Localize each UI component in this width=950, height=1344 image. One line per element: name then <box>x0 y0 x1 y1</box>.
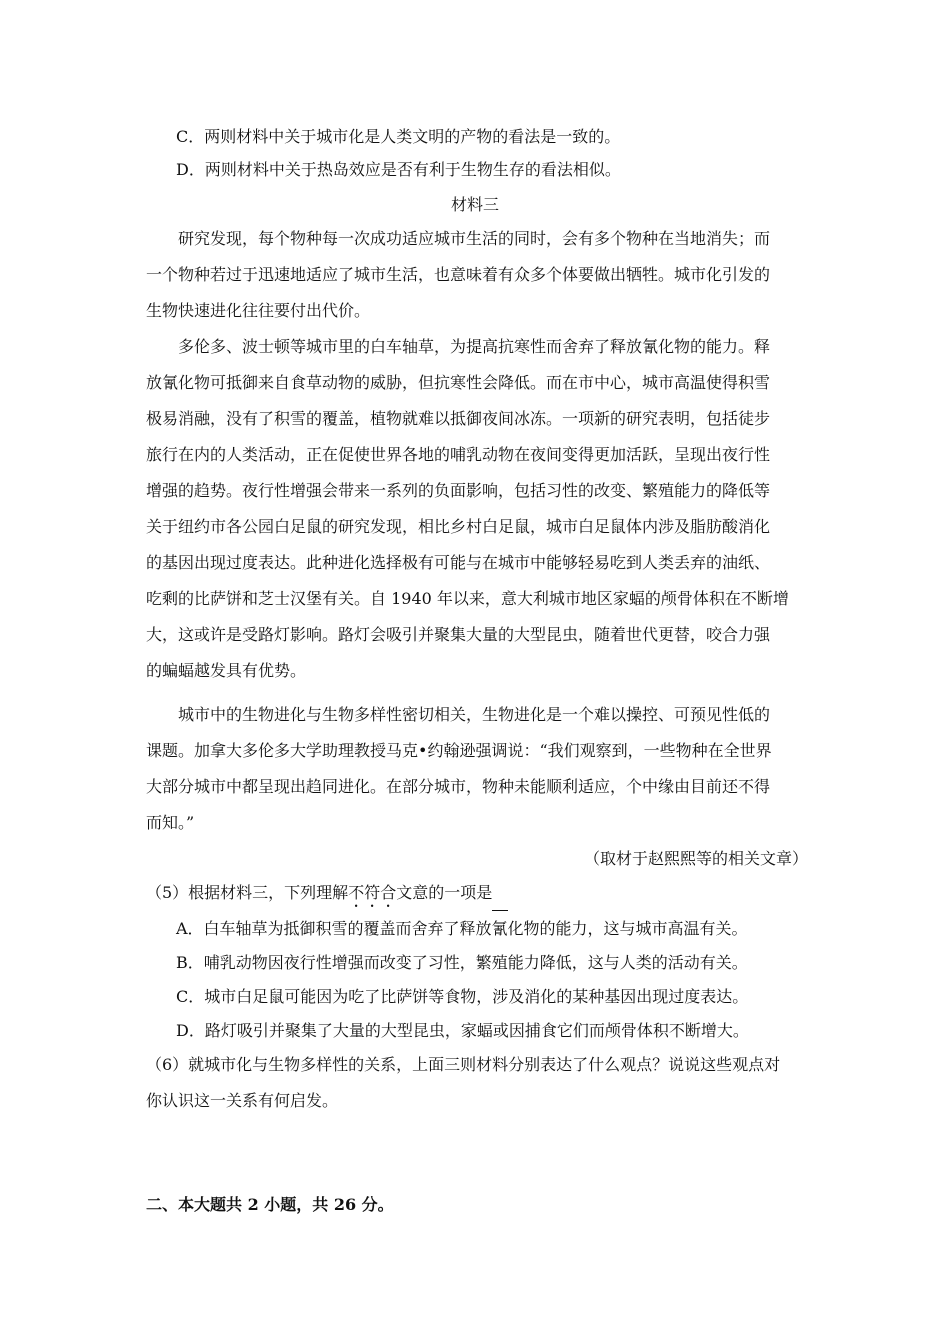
question-5-stem-pre: （5）根据材料三，下列理解 <box>146 883 349 902</box>
paragraph-line: 生物快速进化往往要付出代价。 <box>146 301 371 320</box>
paragraph-line: 而知。” <box>146 813 195 832</box>
paragraph-line: 吃剩的比萨饼和芝士汉堡有关。自 1940 年以来，意大利城市地区家蝠的颅骨体积在不断增 <box>146 589 789 608</box>
paragraph-line: 一个物种若过于迅速地适应了城市生活，也意味着有众多个体要做出牺牲。城市化引发的 <box>146 265 771 284</box>
emphasis-text: 不符合 <box>348 883 397 902</box>
paragraph-line: 大，这或许是受路灯影响。路灯会吸引并聚集大量的大型昆虫，随着世代更替，咬合力强 <box>146 625 771 644</box>
question-6-line: （6）就城市化与生物多样性的关系，上面三则材料分别表达了什么观点？说说这些观点对 <box>146 1055 781 1074</box>
paragraph-line: 极易消融，没有了积雪的覆盖，植物就难以抵御夜间冰冻。一项新的研究表明，包括徒步 <box>146 409 771 428</box>
paragraph-line: 旅行在内的人类活动，正在促使世界各地的哺乳动物在夜间变得更加活跃，呈现出夜行性 <box>146 445 771 464</box>
paragraph-line: 课题。加拿大多伦多大学助理教授马克•约翰逊强调说：“我们观察到，一些物种在全世界 <box>146 741 772 760</box>
material3-heading: 材料三 <box>450 195 499 214</box>
paragraph-line: 关于纽约市各公园白足鼠的研究发现，相比乡村白足鼠，城市白足鼠体内涉及脂肪酸消化 <box>146 517 771 536</box>
paragraph-line: 增强的趋势。夜行性增强会带来一系列的负面影响，包括习性的改变、繁殖能力的降低等 <box>146 481 771 500</box>
paragraph-line: 研究发现，每个物种每一次成功适应城市生活的同时，会有多个物种在当地消失；而 <box>178 229 771 248</box>
paragraph-line: 多伦多、波士顿等城市里的白车轴草，为提高抗寒性而舍弃了释放氰化物的能力。释 <box>178 337 771 356</box>
question-6-line: 你认识这一关系有何启发。 <box>146 1091 339 1110</box>
question-5-option-d: D．路灯吸引并聚集了大量的大型昆虫，家蝠或因捕食它们而颅骨体积不断增大。 <box>176 1021 749 1040</box>
question-5-option-a: A．白车轴草为抵御积雪的覆盖而舍弃了释放氰化物的能力，这与城市高温有关。 <box>176 919 748 938</box>
question-5-stem-post: 文意的一项是 <box>396 883 493 902</box>
question-5-option-b: B．哺乳动物因夜行性增强而改变了习性，繁殖能力降低，这与人类的活动有关。 <box>176 953 748 972</box>
paragraph-line: 城市中的生物进化与生物多样性密切相关，生物进化是一个难以操控、可预见性低的 <box>178 705 771 724</box>
question-5-stem <box>146 882 808 911</box>
option-d-prev: D．两则材料中关于热岛效应是否有利于生物生存的看法相似。 <box>176 160 621 179</box>
question-5-option-c: C．城市白足鼠可能因为吃了比萨饼等食物，涉及消化的某种基因出现过度表达。 <box>176 987 749 1006</box>
paragraph-line: 的基因出现过度表达。此种进化选择极有可能与在城市中能够轻易吃到人类丢弃的油纸、 <box>146 553 771 572</box>
section-2-heading: 二、本大题共 2 小题，共 26 分。 <box>146 1195 394 1214</box>
answer-blank <box>492 894 508 911</box>
paragraph-line: 放氰化物可抵御来自食草动物的威胁，但抗寒性会降低。而在市中心，城市高温使得积雪 <box>146 373 771 392</box>
source-note: （取材于赵熙熙等的相关文章） <box>583 849 808 868</box>
paragraph-line: 大部分城市中都呈现出趋同进化。在部分城市，物种未能顺利适应，个中缘由目前还不得 <box>146 777 771 796</box>
paragraph-line: 的蝙蝠越发具有优势。 <box>146 661 307 680</box>
option-c-prev: C．两则材料中关于城市化是人类文明的产物的看法是一致的。 <box>176 127 621 146</box>
